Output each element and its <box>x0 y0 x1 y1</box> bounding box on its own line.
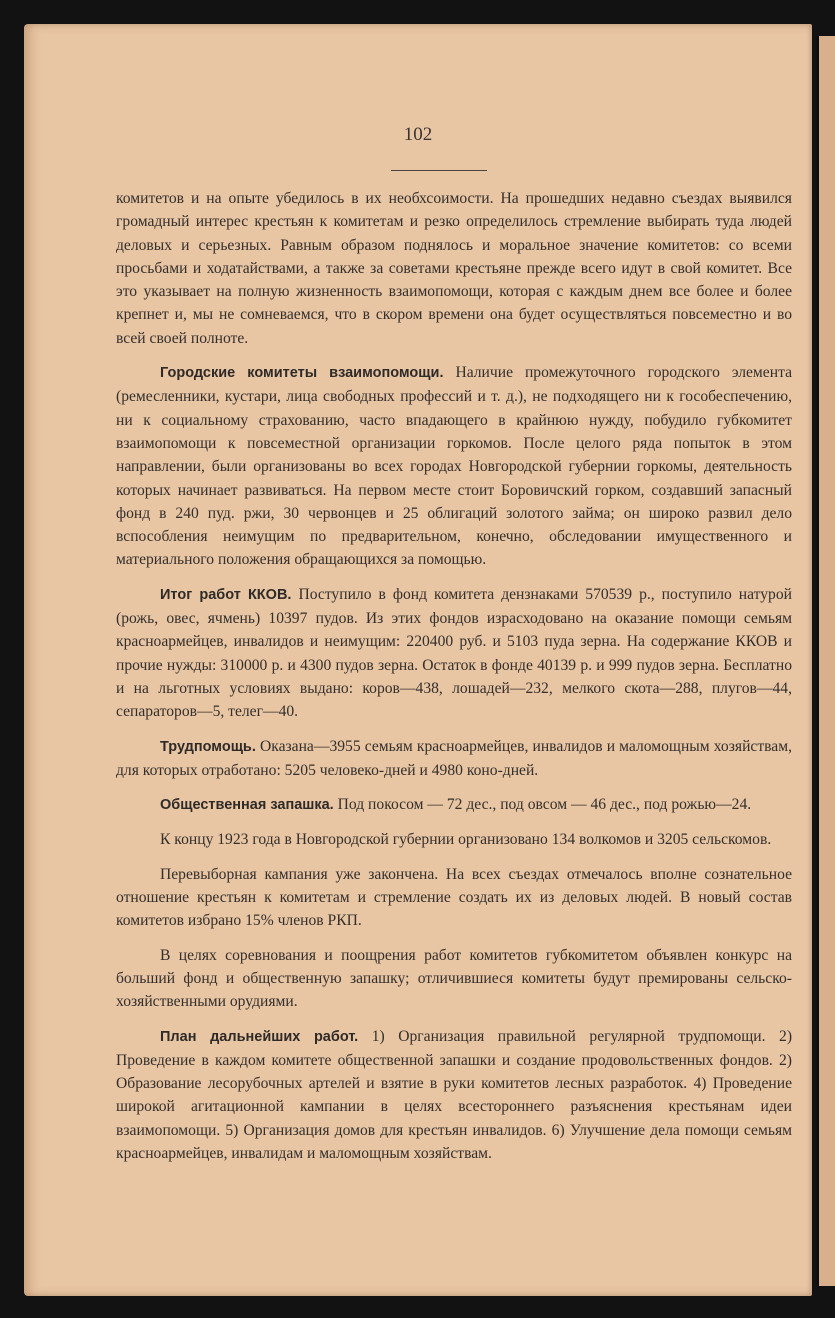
paragraph-heading: Городские комитеты взаимопомощи. <box>160 365 444 382</box>
paragraph <box>116 361 792 572</box>
paragraph-heading: Итог работ ККОВ. <box>160 586 292 603</box>
paragraph-text: Оказана—3955 семьям красноармейцев, инвалидов и маломощным хозяйствам, для которых отработано: 5205 человеко-дней и 4980 коно-дней. <box>116 737 792 779</box>
page-number-rule <box>391 170 487 171</box>
paragraph-text: Наличие промежуточного городского элемента (ремесленники, кустари, лица свободных профессий и т. д.), не подходящего ни к гособеспечению, ни к социальному страхованию, часто впадающего в крайнюю нужду, побудило губкомитет взаимопомощи к повсеместной организации горкомов. После целого ряда попыток в этом направлении, были организованы во всех городах Новгородской губернии горкомы, деятельность которых начинает развиваться. На первом месте стоит Боровичский горком, создавший запасный фонд в 240 пуд. ржи, 30 червонцев и 25 облигаций золотого займа; он широко развил дело вспособления неимущим по предварительном, конечно, обследовании имущественного и материального положения обращающихся за помощью. <box>116 364 792 569</box>
paragraph-text: Поступило в фонд комитета дензнаками 570539 р., поступило натурой (рожь, овес, ячмень) 10397 пудов. Из этих фондов израсходовано на оказание помощи семьям красноармейцев, инвалидов и неимущим: 220400 руб. и 5103 пуда зерна. На содержание ККОВ и прочие нужды: 310000 р. и 4300 пудов зерна. Остаток в фонде 40139 р. и 999 пудов зерна. Бесплатно и на льготных условиях выдано: коров—438, лошадей—232, мелкого скота—288, плугов—44, сепараторов—5, телег—40. <box>116 585 792 721</box>
paragraph-text: Под покосом — 72 дес., под овсом — 46 дес., под рожью—24. <box>337 796 752 814</box>
paragraph-text: К концу 1923 года в Новгородской губернии организовано 134 волкомов и 3205 сельскомов. <box>160 831 772 849</box>
paragraph-text: Перевыборная кампания уже закончена. На всех съездах отмечалось вполне сознательное отношение крестьян к комитетам и стремление создать их из деловых людей. В новый состав комитетов избрано 15% членов РКП. <box>116 865 792 930</box>
paragraph <box>116 583 792 724</box>
page-number: 102 <box>403 124 433 145</box>
paragraph <box>116 1025 792 1166</box>
paragraph-heading: Общественная запашка. <box>160 797 334 814</box>
paragraph <box>116 735 792 783</box>
next-page-edge <box>817 36 835 1286</box>
paragraph <box>116 863 792 933</box>
paragraph-text: комитетов и на опыте убедилось в их необхсоимости. На прошедших недавно съездах выявился громадный интерес крестьян к комитетам и резко определилось стремление выбирать туда людей деловых и серьезных. Равным образом поднялось и моральное значение комитетов: со всеми просьбами и ходатайствами, а также за советами крестьяне прежде всего идут в свой комитет. Все это указывает на полную жизненность взаимопомощи, которая с каждым днем все более и более крепнет и, мы не сомневаемся, что в скором времени она будет осуществляться повсеместно и во всей своей полноте. <box>116 190 792 347</box>
paragraph <box>116 187 792 350</box>
paragraph-heading: План дальнейших работ. <box>160 1028 359 1045</box>
paragraph <box>116 793 792 817</box>
paragraph-text: В целях соревнования и поощрения работ комитетов губкомитетом объявлен конкурс на больший фонд и общественную запашку; отличившиеся комитеты будут премированы сельско-хозяйственными орудиями. <box>116 946 792 1011</box>
book-page <box>24 24 812 1296</box>
paragraph <box>116 944 792 1014</box>
page-text <box>116 187 792 1176</box>
paragraph-heading: Трудпомощь. <box>160 738 256 755</box>
paragraph <box>116 828 792 851</box>
paragraph-text: 1) Организация правильной регулярной трудпомощи. 2) Проведение в каждом комитете общественной запашки и создание продовольственных фондов. 2) Образование лесорубочных артелей и взятие в руки комитетов лесных разработок. 4) Проведение широкой агитационной кампании в целях всестороннего разъяснения крестьянам идеи взаимопомощи. 5) Организация домов для крестьян инвалидов. 6) Улучшение дела помощи семьям красноармейцев, инвалидам и маломощным хозяйствам. <box>116 1027 793 1162</box>
